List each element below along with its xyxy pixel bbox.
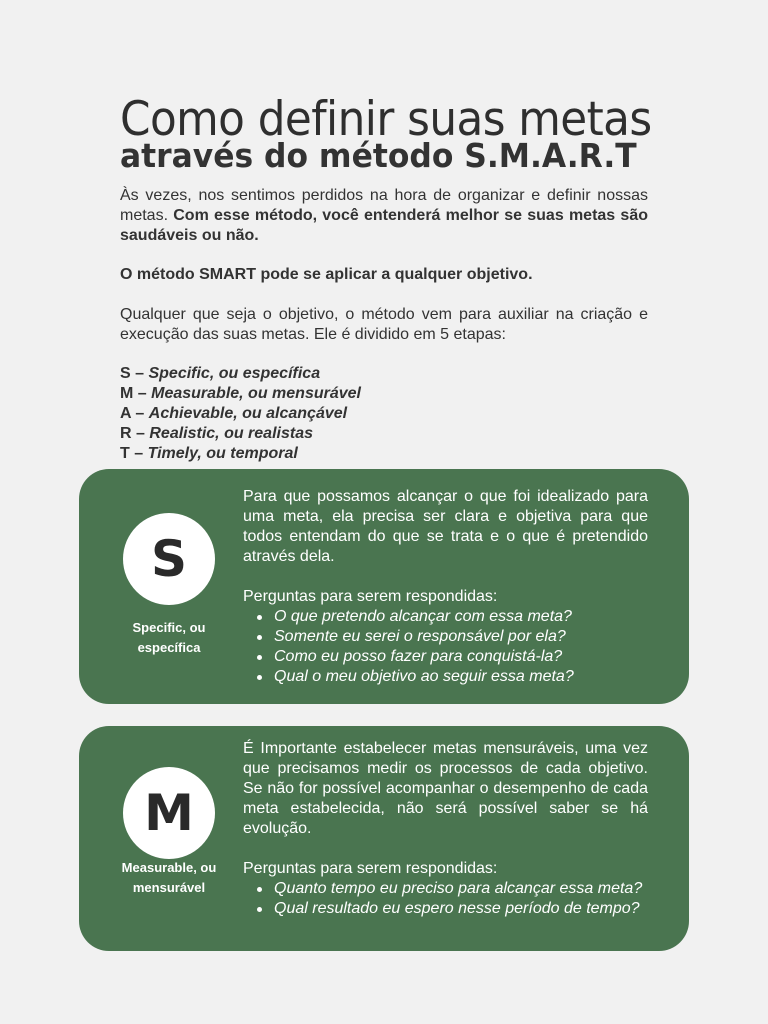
step-text: Measurable, ou mensurável xyxy=(151,385,361,402)
step-letter: S xyxy=(120,365,131,382)
step-item: T – Timely, ou temporal xyxy=(120,445,298,462)
badge-caption-specific: Specific, ou específica xyxy=(132,620,206,655)
step-text: Realistic, ou realistas xyxy=(149,425,313,442)
page-title-bold: através do método S.M.A.R.T xyxy=(120,136,637,175)
step-letter: M xyxy=(120,385,134,402)
questions-list xyxy=(243,879,648,919)
step-item: S – Specific, ou específica xyxy=(120,365,321,382)
question-item: Quanto tempo eu preciso para alcançar essa meta? xyxy=(255,879,648,899)
steps-list xyxy=(120,364,648,464)
question-item: Somente eu serei o responsável por ela? xyxy=(255,627,648,647)
question-item: O que pretendo alcançar com essa meta? xyxy=(255,607,648,627)
step-item: R – Realistic, ou realistas xyxy=(120,425,313,442)
questions-heading: Perguntas para serem respondidas: xyxy=(243,588,498,605)
letter-badge-s: S xyxy=(123,513,215,605)
question-item: Qual resultado eu espero nesse período de tempo? xyxy=(255,899,648,919)
objective-paragraph: Qualquer que seja o objetivo, o método vem para auxiliar na criação e execução das suas metas. Ele é dividido em 5 etapas: xyxy=(120,306,648,343)
card-body-measurable xyxy=(243,739,648,919)
step-letter: A xyxy=(120,405,131,422)
smart-note: O método SMART pode se aplicar a qualquer objetivo. xyxy=(120,266,533,283)
question-item: Como eu posso fazer para conquistá-la? xyxy=(255,647,648,667)
step-item: M – Measurable, ou mensurável xyxy=(120,385,361,402)
step-text: Specific, ou específica xyxy=(148,365,321,382)
intro-bold-text: Com esse método, você entenderá melhor se suas metas são saudáveis ou não. xyxy=(120,207,648,244)
question-item: Qual o meu objetivo ao seguir essa meta? xyxy=(255,667,648,687)
page-title-light: Como definir suas metas xyxy=(120,92,652,147)
intro-paragraph xyxy=(120,186,648,246)
step-letter: T xyxy=(120,445,130,462)
card-measurable xyxy=(79,726,689,951)
intro-regular-text: Às vezes, nos sentimos perdidos na hora de organizar e definir nossas metas. xyxy=(120,187,648,224)
step-text: Timely, ou temporal xyxy=(147,445,298,462)
letter-badge-m: M xyxy=(123,767,215,859)
questions-heading: Perguntas para serem respondidas: xyxy=(243,860,498,877)
questions-list xyxy=(243,607,648,687)
step-text: Achievable, ou alcançável xyxy=(148,405,348,422)
card-body-specific xyxy=(243,487,648,687)
card-description: É Importante estabelecer metas mensuráveis, uma vez que precisamos medir os processos de cada objetivo. Se não for possível acompanhar o desempenho de cada meta estabelecida, não será possível saber se há evolução. xyxy=(243,740,648,837)
step-item: A – Achievable, ou alcançável xyxy=(120,405,348,422)
card-description: Para que possamos alcançar o que foi idealizado para uma meta, ela precisa ser clara e objetiva para que todos entendam do que se trata e o que é pretendido através dela. xyxy=(243,488,648,565)
step-letter: R xyxy=(120,425,132,442)
card-specific xyxy=(79,469,689,704)
badge-caption-measurable: Measurable, ou mensurável xyxy=(121,860,217,895)
